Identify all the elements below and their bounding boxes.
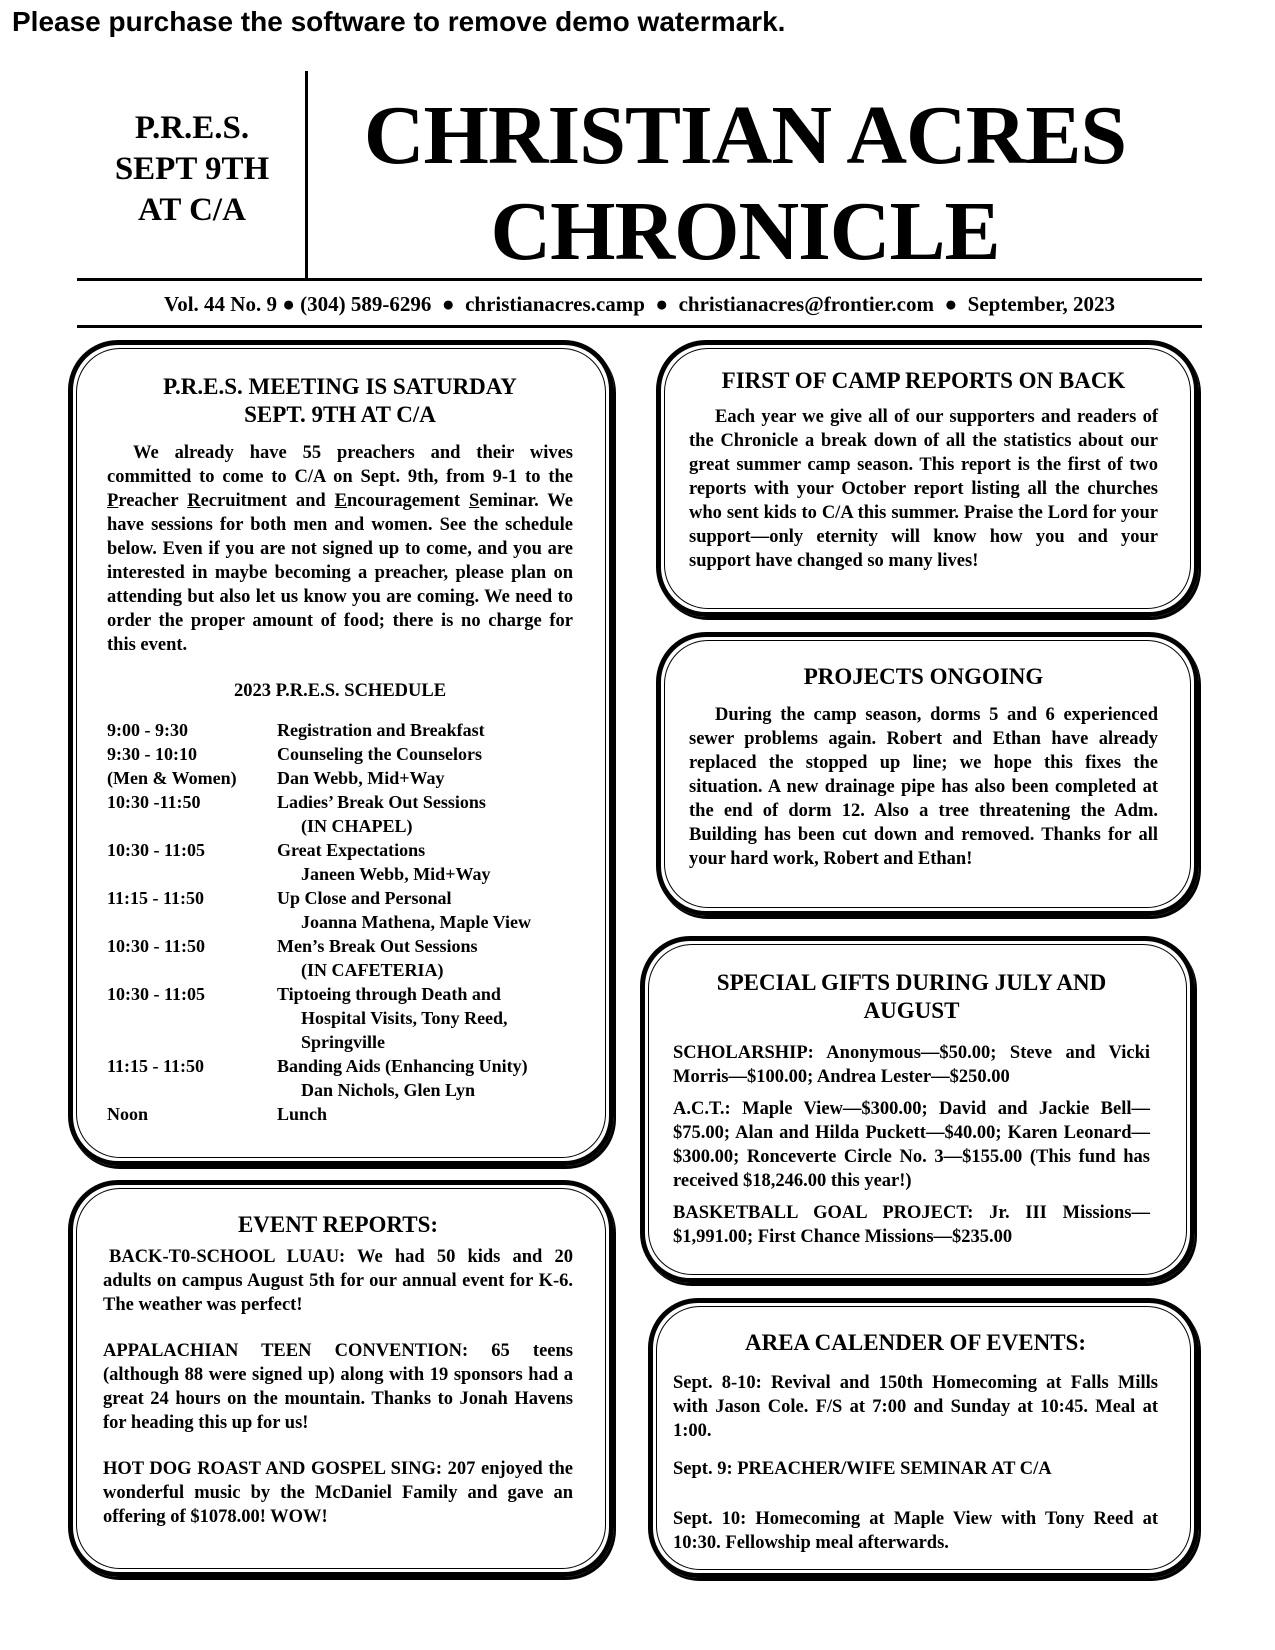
title-line: SPECIAL GIFTS DURING JULY AND	[716, 970, 1107, 995]
schedule-list	[107, 718, 573, 1126]
projects-title: PROJECTS ONGOING	[803, 664, 1044, 689]
schedule-time: Noon	[107, 1104, 149, 1124]
schedule-speaker: Janeen Webb, Mid+Way	[301, 864, 491, 884]
calendar-box	[648, 1298, 1199, 1578]
schedule-time: 10:30 - 11:50	[107, 936, 205, 956]
schedule-row	[107, 1102, 573, 1126]
schedule-session: Men’s Break Out Sessions	[277, 936, 478, 956]
gift-paragraph: A.C.T.: Maple View—$300.00; David and Jackie Bell—$75.00; Alan and Hilda Puckett—$40.00; Karen Leonard—$300.00; Ronceverte Circle No. 3—$155.00 (This fund has received $18,246.00 this year!)	[673, 1099, 1150, 1191]
event-reports-title: EVENT REPORTS:	[237, 1212, 439, 1237]
bullet-separator: ●	[944, 292, 958, 316]
schedule-row	[107, 1054, 573, 1102]
pres-meeting-intro: We already have 55 preachers and their wives committed to come to C/A on Sept. 9th, from 9-1 to the Preacher Recruitment and Encouragement Seminar. We have sessions for both men and women. See the schedule below. Even if you are not signed up to come, and you are interested in maybe becoming a preacher, please plan on attending but also let us know you are coming. We need to order the proper amount of food; there is no charge for this event.	[107, 443, 573, 655]
schedule-description	[277, 1102, 573, 1126]
calendar-entry: Sept. 8-10: Revival and 150th Homecoming at Falls Mills with Jason Cole. F/S at 7:00 and Sunday at 10:45. Meal at 1:00.	[673, 1373, 1158, 1441]
schedule-row	[107, 838, 573, 886]
info-bar	[77, 292, 1202, 317]
schedule-session: Tiptoeing through Death and	[277, 984, 501, 1004]
bullet-separator: ●	[441, 292, 455, 316]
special-gifts-title	[673, 969, 1150, 1025]
schedule-title: 2023 P.R.E.S. SCHEDULE	[233, 681, 447, 701]
gift-paragraph: BASKETBALL GOAL PROJECT: Jr. III Missions—$1,991.00; First Chance Missions—$235.00	[673, 1203, 1150, 1247]
schedule-time: 10:30 -11:50	[107, 792, 201, 812]
schedule-row	[107, 982, 573, 1054]
projects-box	[656, 632, 1199, 916]
schedule-time: 9:30 - 10:10	[107, 744, 197, 764]
camp-reports-box	[656, 340, 1199, 617]
schedule-session: Counseling the Counselors	[277, 744, 483, 764]
schedule-description	[277, 886, 573, 934]
schedule-time: 11:15 - 11:50	[107, 1056, 204, 1076]
schedule-description	[277, 838, 573, 886]
event-report-paragraph: HOT DOG ROAST AND GOSPEL SING: 207 enjoyed the wonderful music by the McDaniel Family and gave an offering of $1078.00! WOW!	[103, 1459, 573, 1527]
bullet-separator: ●	[282, 292, 295, 316]
schedule-speaker: (IN CAFETERIA)	[301, 960, 444, 980]
camp-reports-title: FIRST OF CAMP REPORTS ON BACK	[721, 368, 1126, 393]
schedule-session: Dan Webb, Mid+Way	[277, 768, 445, 788]
masthead-title	[320, 88, 1170, 280]
schedule-description	[277, 718, 573, 742]
schedule-session: Great Expectations	[277, 840, 426, 860]
schedule-description	[277, 1054, 573, 1102]
side-headline-line: AT C/A	[138, 192, 246, 228]
calendar-entry: Sept. 10: Homecoming at Maple View with Tony Reed at 10:30. Fellowship meal afterwards.	[673, 1509, 1158, 1553]
event-report-paragraph: BACK-T0-SCHOOL LUAU: We had 50 kids and 20 adults on campus August 5th for our annual event for K-6. The weather was perfect!	[103, 1247, 573, 1315]
schedule-row	[107, 934, 573, 982]
schedule-row	[107, 790, 573, 838]
email-link[interactable]: christianacres@frontier.com	[678, 292, 934, 316]
demo-watermark: Please purchase the software to remove demo watermark.	[12, 6, 786, 37]
pres-meeting-box	[68, 340, 614, 1166]
event-reports-box	[68, 1180, 614, 1577]
title-line: AUGUST	[863, 998, 960, 1023]
schedule-description	[277, 982, 573, 1054]
volume-number: Vol. 44 No. 9	[163, 292, 277, 316]
schedule-session: Ladies’ Break Out Sessions	[277, 792, 486, 812]
calendar-title: AREA CALENDER OF EVENTS:	[744, 1330, 1086, 1355]
schedule-speaker: Dan Nichols, Glen Lyn	[301, 1080, 476, 1100]
schedule-row	[107, 766, 573, 790]
schedule-row	[107, 742, 573, 766]
schedule-description	[277, 790, 573, 838]
title-line: SEPT. 9TH AT C/A	[244, 402, 436, 427]
title-line: P.R.E.S. MEETING IS SATURDAY	[163, 374, 517, 399]
projects-body: During the camp season, dorms 5 and 6 experienced sewer problems again. Robert and Ethan have already replaced the stopped up line; we hope this fixes the situation. A new drainage pipe has also been completed at the end of dorm 12. Also a tree threatening the Adm. Building has been cut down and removed. Thanks for all your hard work, Robert and Ethan!	[689, 705, 1158, 869]
masthead-divider	[305, 71, 308, 279]
calendar-entry: Sept. 9: PREACHER/WIFE SEMINAR AT C/A	[673, 1459, 1052, 1479]
rule-top	[77, 278, 1202, 281]
schedule-time: 11:15 - 11:50	[107, 888, 204, 908]
schedule-row	[107, 886, 573, 934]
pres-meeting-title	[107, 373, 573, 429]
schedule-time: (Men & Women)	[107, 768, 237, 788]
website-link[interactable]: christianacres.camp	[465, 292, 645, 316]
schedule-speaker: (IN CHAPEL)	[301, 816, 413, 836]
schedule-time: 10:30 - 11:05	[107, 840, 205, 860]
side-headline-line: P.R.E.S.	[134, 110, 250, 146]
schedule-session: Lunch	[277, 1104, 328, 1124]
special-gifts-box	[640, 936, 1195, 1283]
schedule-description	[277, 742, 573, 766]
issue-date: September, 2023	[967, 292, 1116, 316]
schedule-time: 10:30 - 11:05	[107, 984, 205, 1004]
bullet-separator: ●	[655, 292, 669, 316]
schedule-description	[277, 766, 573, 790]
schedule-session: Registration and Breakfast	[277, 720, 485, 740]
schedule-time: 9:00 - 9:30	[107, 720, 188, 740]
schedule-speaker: Joanna Mathena, Maple View	[301, 912, 532, 932]
masthead-line: CHRISTIAN ACRES	[363, 89, 1127, 182]
camp-reports-body: Each year we give all of our supporters and readers of the Chronicle a break down of all the statistics about our great summer camp season. This report is the first of two reports with your October report listing all the churches who sent kids to C/A this summer. Praise the Lord for your support—only eternity will know how you and your support have changed so many lives!	[689, 407, 1158, 571]
schedule-description	[277, 934, 573, 982]
masthead-line: CHRONICLE	[490, 185, 1000, 278]
event-report-paragraph: APPALACHIAN TEEN CONVENTION: 65 teens (although 88 were signed up) along with 19 sponsors had a great 24 hours on the mountain. Thanks to Jonah Havens for heading this up for us!	[103, 1341, 573, 1433]
schedule-session: Up Close and Personal	[277, 888, 452, 908]
side-headline-line: SEPT 9TH	[114, 151, 270, 187]
schedule-row	[107, 718, 573, 742]
gift-paragraph: SCHOLARSHIP: Anonymous—$50.00; Steve and Vicki Morris—$100.00; Andrea Lester—$250.00	[673, 1043, 1150, 1087]
schedule-session: Banding Aids (Enhancing Unity)	[277, 1056, 528, 1076]
schedule-speaker: Hospital Visits, Tony Reed, Springville	[301, 1008, 508, 1052]
side-headline	[82, 108, 302, 231]
phone-number: (304) 589-6296	[300, 292, 432, 316]
rule-bottom	[77, 325, 1202, 328]
